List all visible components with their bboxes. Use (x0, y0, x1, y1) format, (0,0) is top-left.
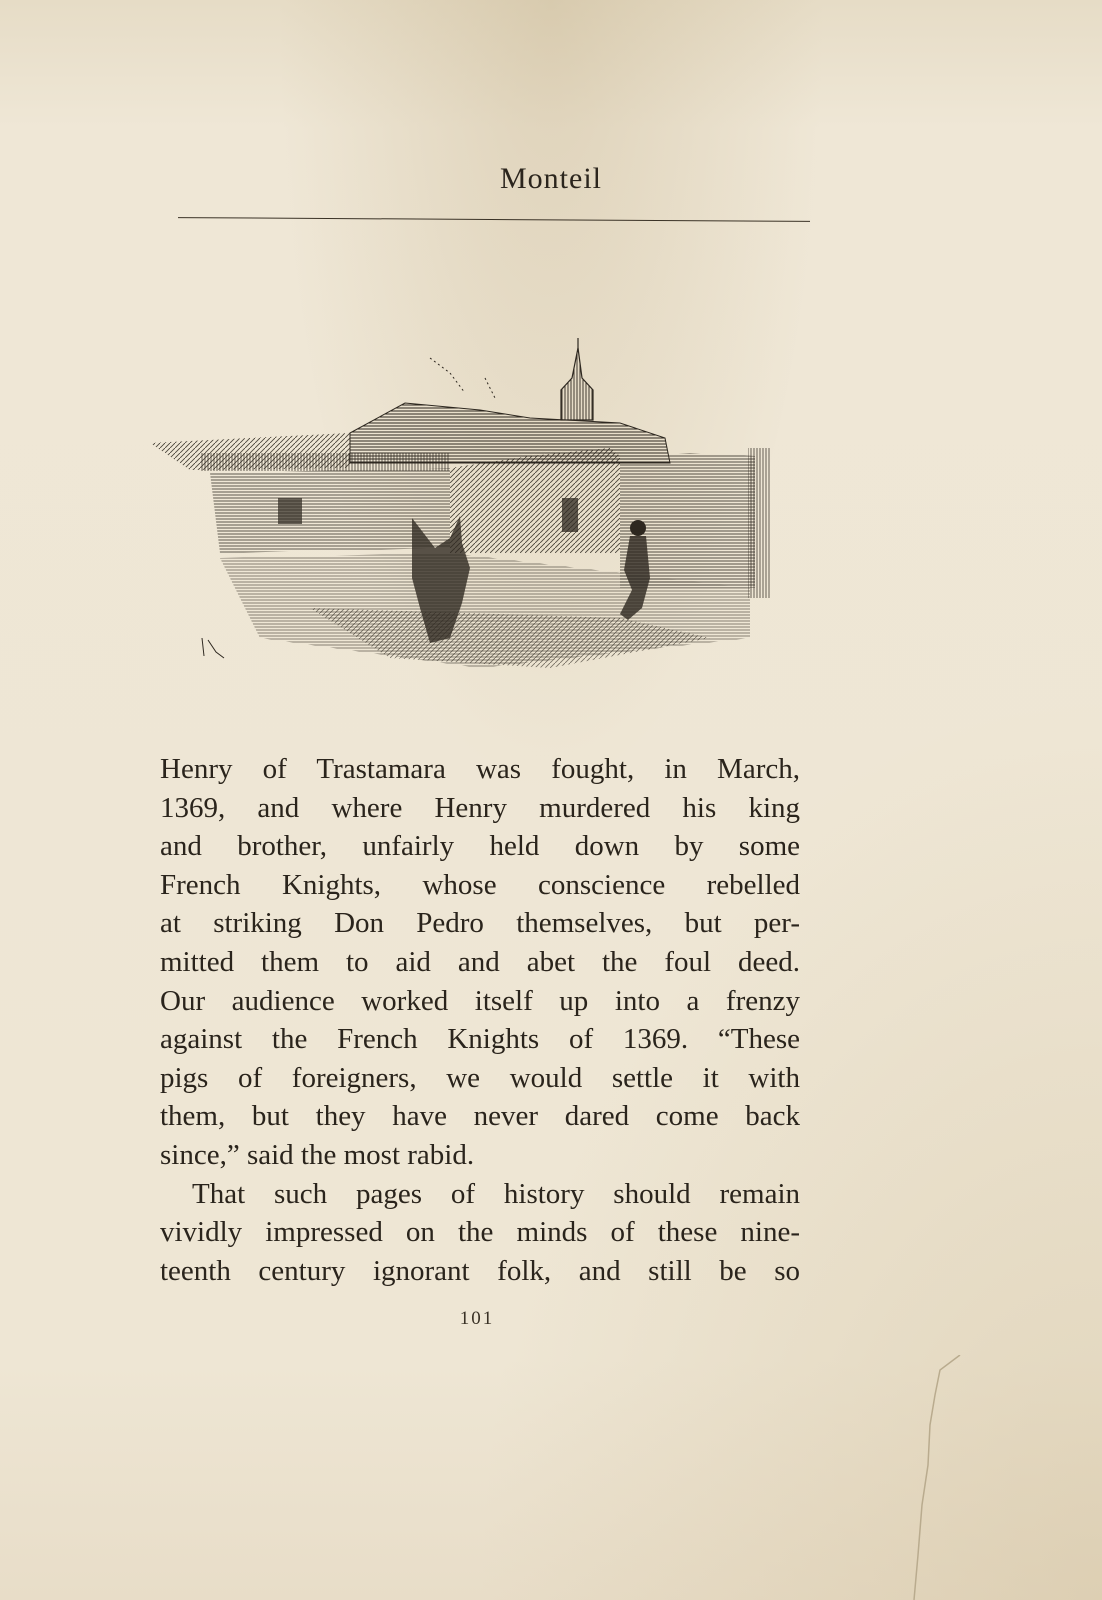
text-line: pigs of foreigners, we would settle it with (160, 1061, 800, 1094)
text-line: Henry of Trastamara was fought, in March, (160, 753, 800, 785)
text-line: Our audience worked itself up into a frenzy (160, 984, 800, 1017)
text-line: That such pages of history should remain (192, 1177, 800, 1210)
body-text (160, 750, 800, 1290)
page-number: 101 (459, 1308, 495, 1329)
header-rule (178, 217, 810, 222)
text-line: vividly impressed on the minds of these nine- (160, 1216, 800, 1249)
text-line: mitted them to aid and abet the foul deed. (160, 945, 800, 978)
paper-tear-mark (900, 1355, 990, 1600)
text-line: them, but they have never dared come back (160, 1100, 800, 1133)
text-line: at striking Don Pedro themselves, but per- (160, 907, 800, 940)
village-engraving-illustration (150, 338, 832, 690)
text-line: 1369, and where Henry murdered his king (160, 791, 800, 824)
text-line: against the French Knights of 1369. “These (160, 1023, 800, 1056)
text-line: French Knights, whose conscience rebelled (160, 868, 800, 901)
text-line: teenth century ignorant folk, and still be so (160, 1254, 800, 1287)
text-line: since,” said the most rabid. (160, 1138, 475, 1171)
text-line: and brother, unfairly held down by some (160, 830, 800, 863)
running-title: Monteil (500, 162, 602, 195)
